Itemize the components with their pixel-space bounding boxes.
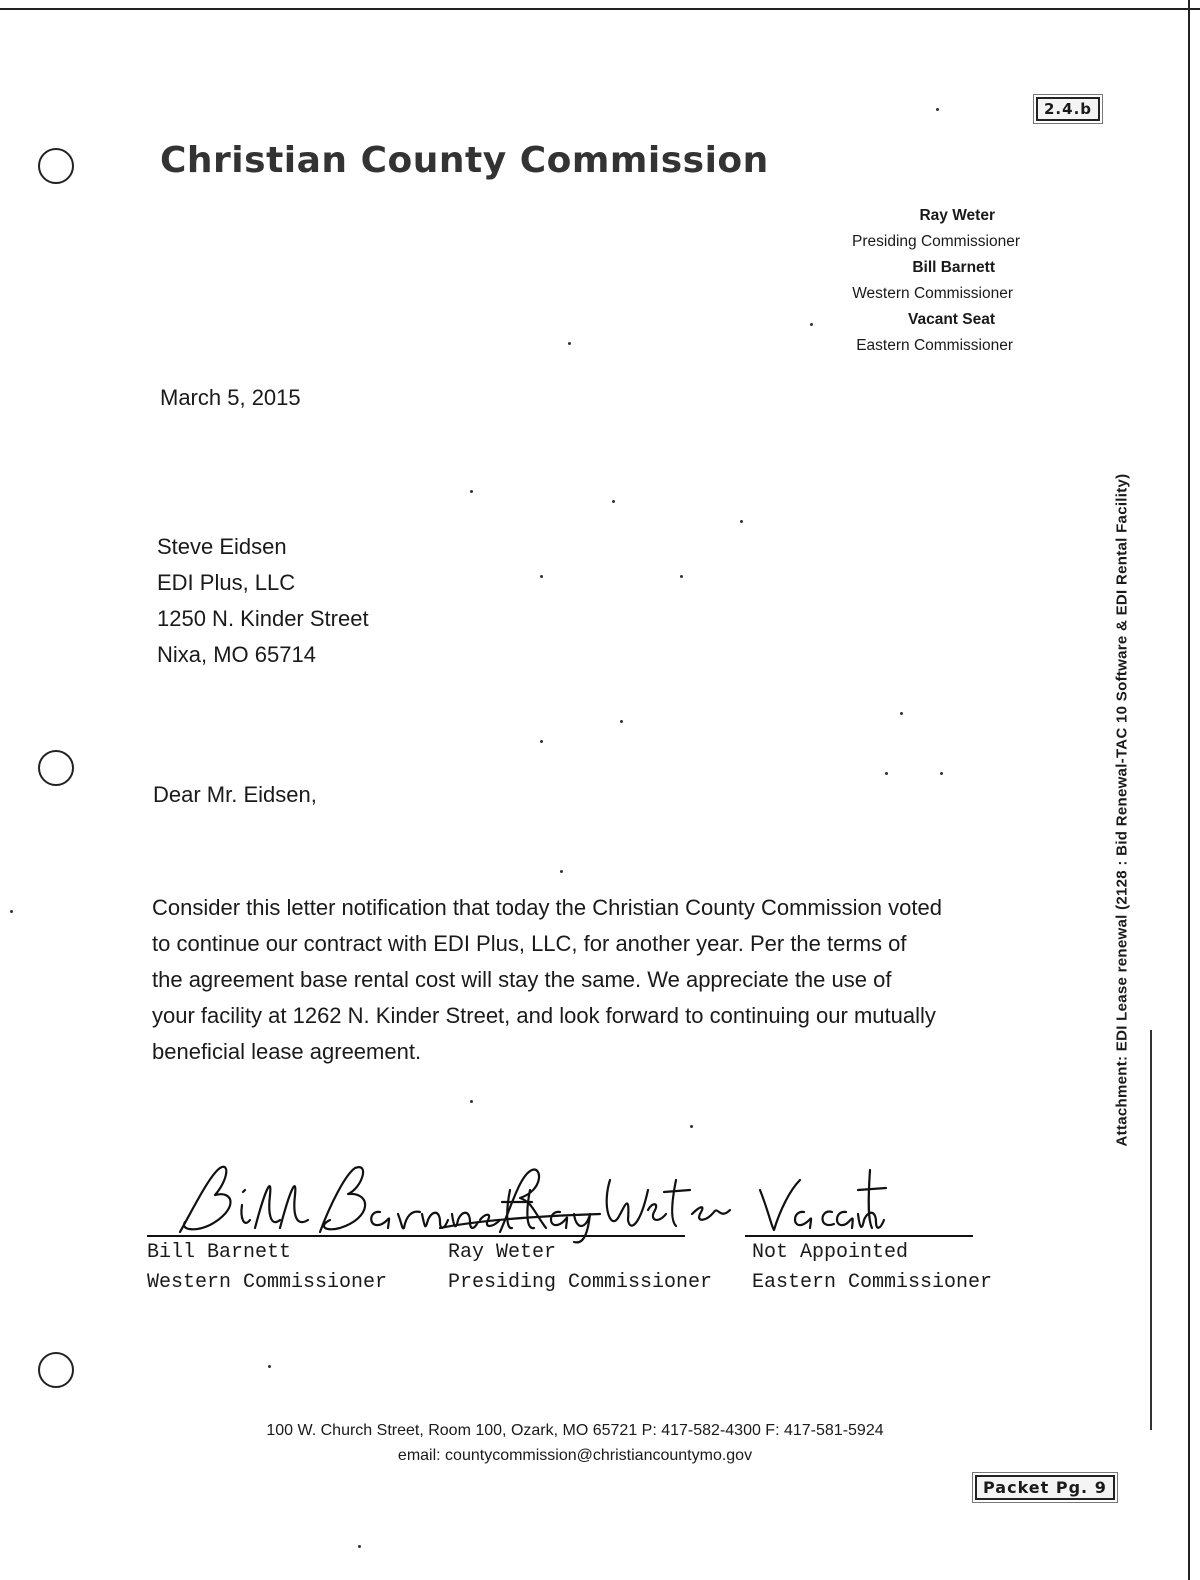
punch-hole-middle	[38, 750, 74, 786]
recipient-street: 1250 N. Kinder Street	[157, 606, 369, 631]
scan-speck	[680, 575, 683, 578]
salutation: Dear Mr. Eidsen,	[153, 782, 317, 807]
punch-hole-bottom	[38, 1352, 74, 1388]
item-number-badge: 2.4.b	[1036, 97, 1100, 121]
scan-speck	[620, 720, 623, 723]
officials-list	[852, 203, 1020, 359]
body-line: to continue our contract with EDI Plus, LLC, for another year. Per the terms of	[152, 931, 907, 956]
signer-title: Presiding Commissioner	[448, 1271, 713, 1294]
signature-block-western	[147, 1238, 387, 1298]
recipient-city: Nixa, MO 65714	[157, 642, 316, 667]
official-name: Ray Weter	[919, 207, 995, 224]
page-right-border	[1188, 0, 1190, 1580]
page-top-border	[0, 8, 1200, 10]
attachment-side-note: Attachment: EDI Lease renewal (2128 : Bid Renewal-TAC 10 Software & EDI Rental Facility)	[1113, 473, 1131, 1147]
signer-title: Western Commissioner	[147, 1271, 388, 1294]
signer-name: Bill Barnett	[147, 1241, 292, 1264]
scan-speck	[690, 1125, 693, 1128]
letter-date: March 5, 2015	[160, 385, 301, 410]
signature-block-presiding	[448, 1238, 712, 1298]
scan-speck	[740, 520, 743, 523]
body-line: your facility at 1262 N. Kinder Street, and look forward to continuing our mutually	[152, 1003, 936, 1028]
scan-speck	[900, 712, 903, 715]
signer-name: Not Appointed	[752, 1241, 909, 1264]
margin-rule	[1150, 1030, 1152, 1430]
recipient-company: EDI Plus, LLC	[157, 570, 296, 595]
body-line: beneficial lease agreement.	[152, 1039, 422, 1064]
scan-speck	[936, 108, 939, 111]
official-role: Eastern Commissioner	[856, 337, 1013, 354]
signer-name: Ray Weter	[448, 1241, 557, 1264]
scan-speck	[470, 1100, 473, 1103]
scan-speck	[560, 870, 563, 873]
letterhead-title: Christian County Commission	[160, 140, 769, 181]
official-name: Bill Barnett	[912, 259, 995, 276]
scan-speck	[885, 772, 888, 775]
scan-speck	[810, 323, 813, 326]
scan-speck	[612, 500, 615, 503]
letter-body	[152, 890, 1012, 1070]
body-line: Consider this letter notification that today the Christian County Commission voted	[152, 895, 942, 920]
recipient-name: Steve Eidsen	[157, 534, 287, 559]
scan-speck	[540, 575, 543, 578]
scan-speck	[10, 910, 13, 913]
packet-page-badge: Packet Pg. 9	[975, 1475, 1115, 1500]
official-role: Presiding Commissioner	[852, 233, 1020, 250]
footer-address: 100 W. Church Street, Room 100, Ozark, MO 65721 P: 417-582-4300 F: 417-581-5924	[266, 1422, 884, 1439]
scan-speck	[940, 772, 943, 775]
official-name: Vacant Seat	[907, 311, 995, 328]
recipient-address	[157, 529, 369, 673]
scan-speck	[358, 1545, 361, 1548]
footer-email: email: countycommission@christiancountymo.gov	[397, 1447, 753, 1464]
signature-line	[745, 1235, 973, 1237]
punch-hole-top	[38, 148, 74, 184]
body-line: the agreement base rental cost will stay the same. We appreciate the use of	[152, 967, 892, 992]
signature-line	[445, 1235, 685, 1237]
official-role: Western Commissioner	[852, 285, 1013, 302]
signature-line	[147, 1235, 447, 1237]
scan-speck	[470, 490, 473, 493]
signature-block-eastern	[752, 1238, 992, 1298]
scan-speck	[540, 740, 543, 743]
signer-title: Eastern Commissioner	[752, 1271, 993, 1294]
scan-speck	[268, 1365, 271, 1368]
scan-speck	[568, 342, 571, 345]
